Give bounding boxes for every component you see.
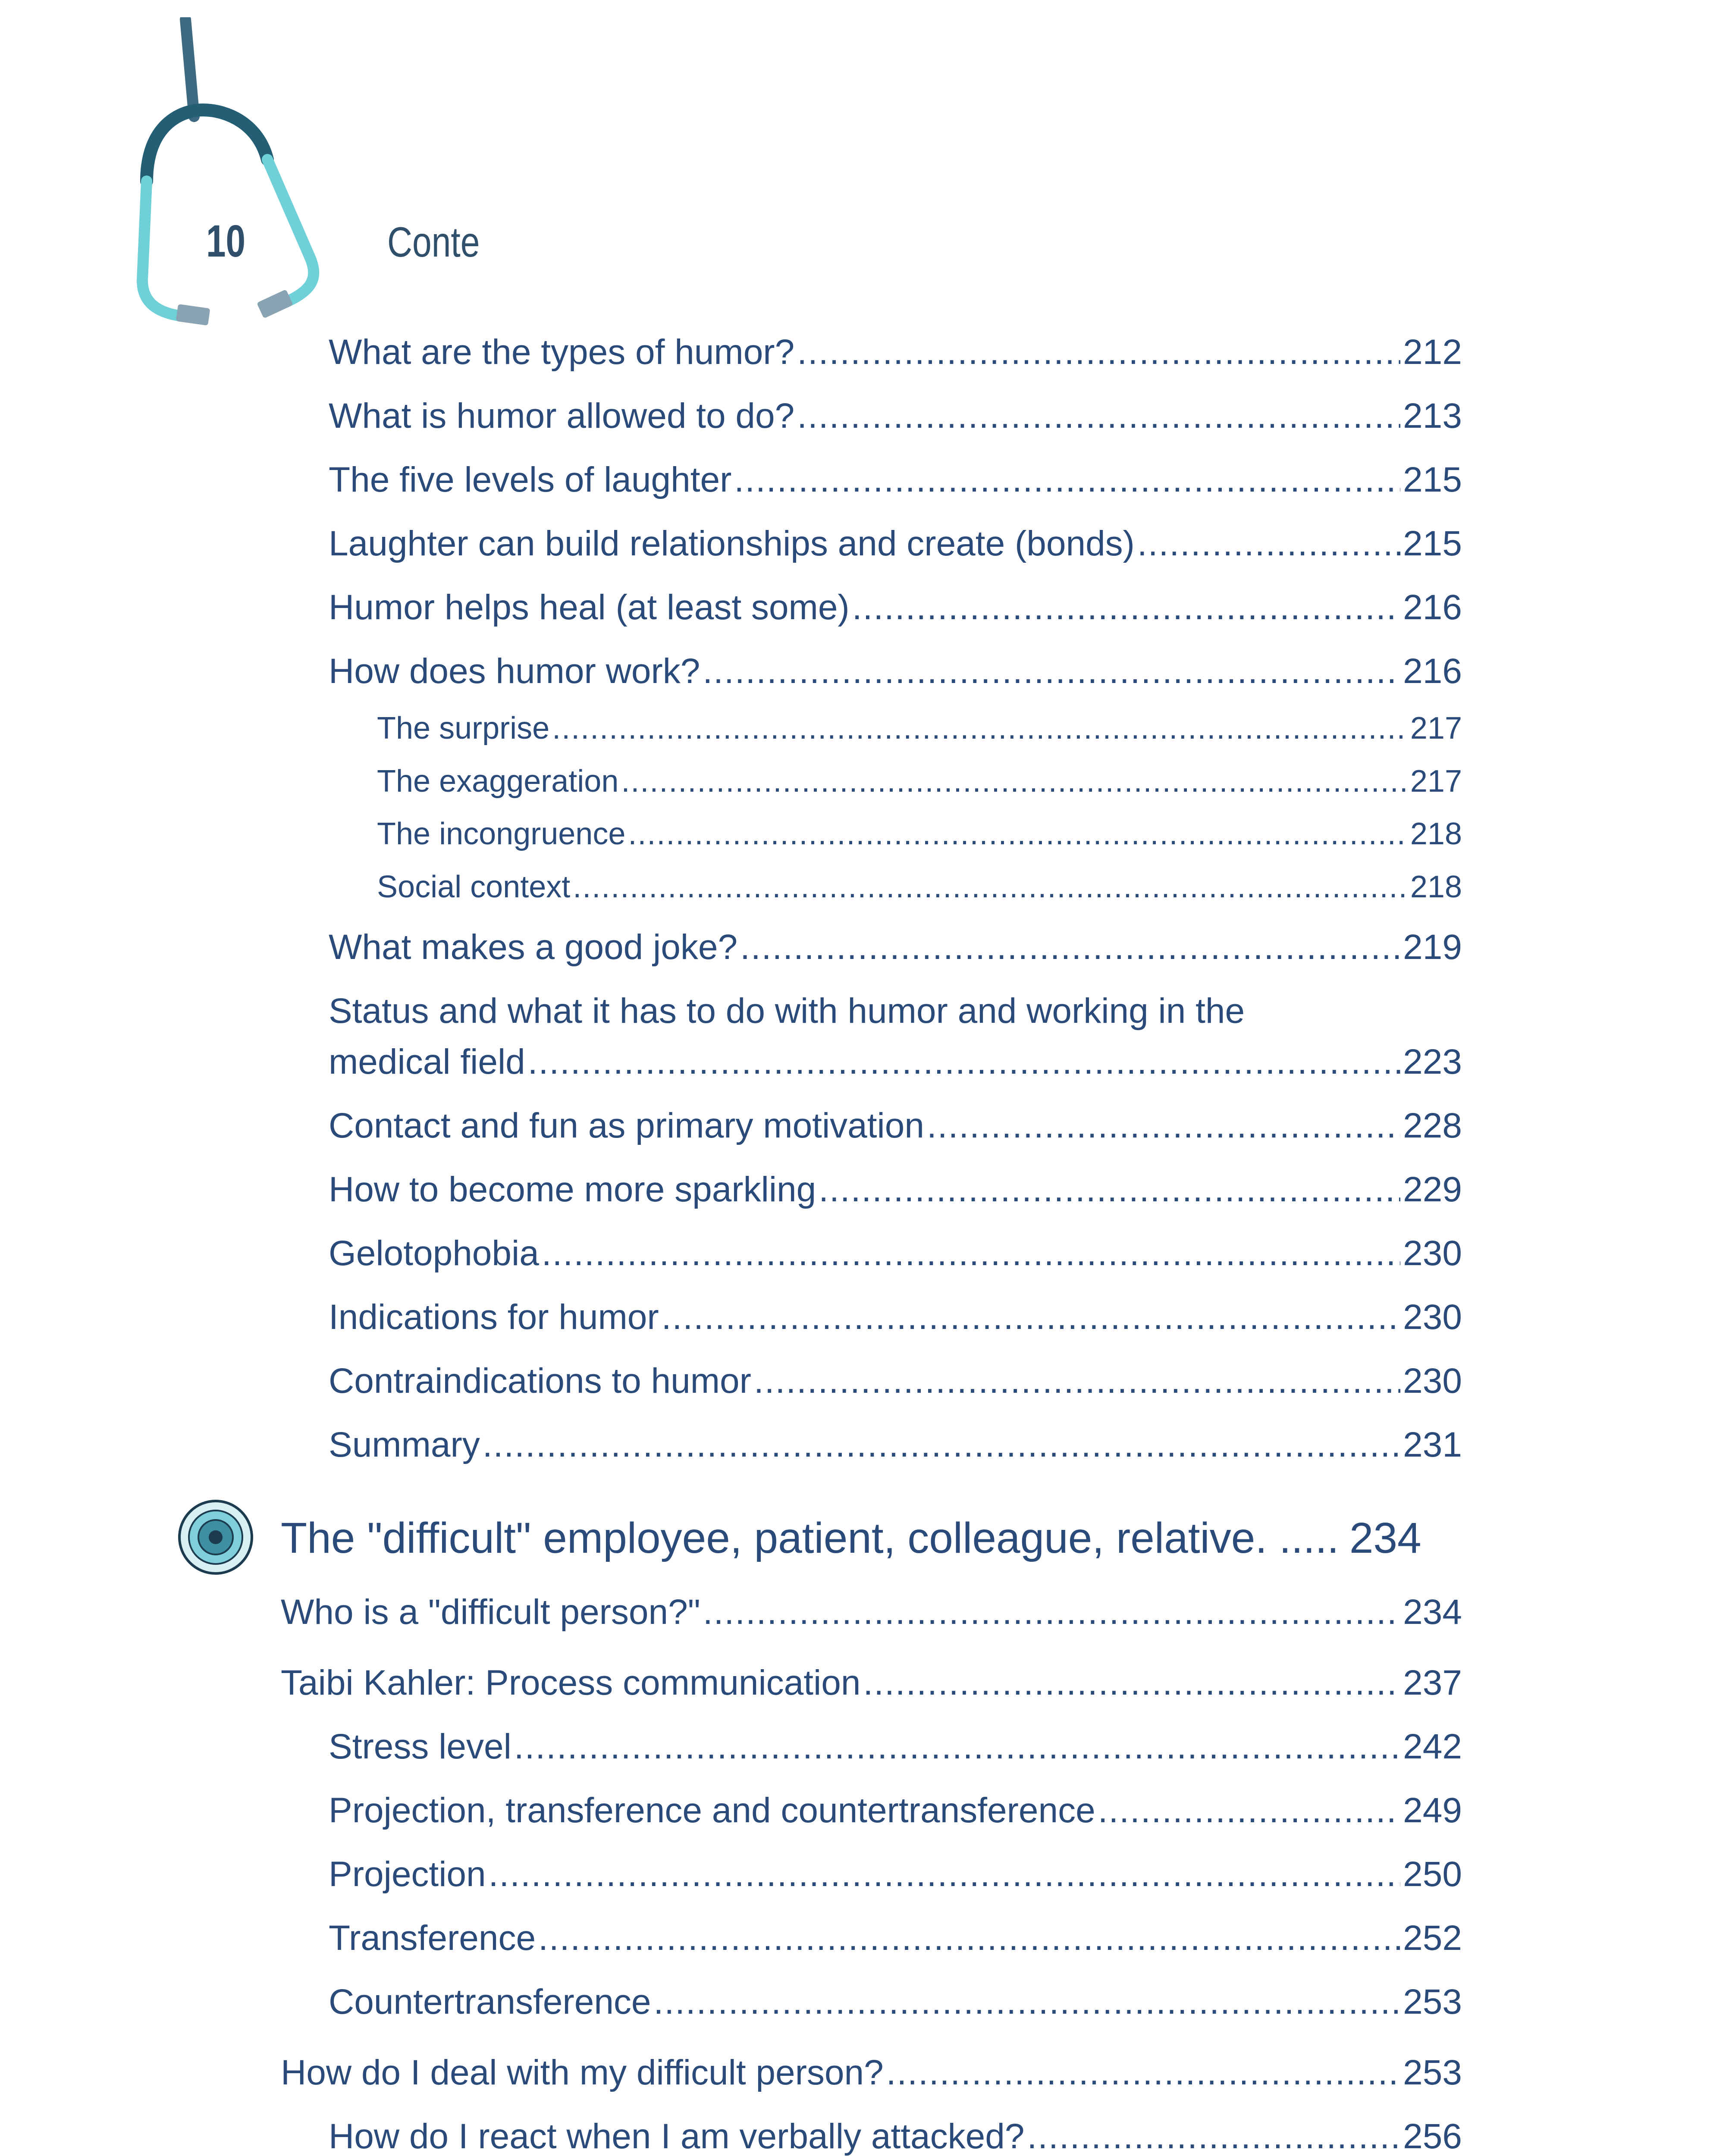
toc-entry[interactable] <box>329 1727 1462 1767</box>
dot-leader <box>1137 523 1400 564</box>
dot-leader <box>528 1042 1400 1082</box>
toc-entry[interactable] <box>329 1918 1462 1959</box>
toc-entry[interactable] <box>329 523 1462 564</box>
toc-entry-label: What are the types of humor? <box>329 332 795 372</box>
toc-entry-label: Laughter can build relationships and create (bonds) <box>329 524 1135 563</box>
toc-entry-page: 256 <box>1403 2117 1462 2156</box>
toc-entry-page: 228 <box>1403 1106 1462 1145</box>
dot-leader <box>514 1727 1400 1767</box>
dot-leader <box>654 1982 1401 2022</box>
toc-entry[interactable] <box>329 1854 1462 1895</box>
toc-entry-page: 218 <box>1410 870 1462 904</box>
toc-entry-label: Projection, transference and countertransference <box>329 1791 1095 1830</box>
toc-entry-page: 213 <box>1403 396 1462 436</box>
dot-leader <box>552 711 1408 746</box>
toc-entry-label: The surprise <box>377 711 550 746</box>
dot-leader <box>628 816 1407 852</box>
toc-entry-label: Gelotophobia <box>329 1234 539 1273</box>
toc-entry-label: The five levels of laughter <box>329 460 732 499</box>
toc-entry[interactable] <box>281 2053 1462 2093</box>
dot-leader <box>852 587 1400 628</box>
toc-entry-label: Countertransference <box>329 1982 651 2021</box>
dot-leader <box>703 651 1400 692</box>
dot-leader <box>542 1233 1400 1274</box>
toc-entry-page: 242 <box>1403 1727 1462 1766</box>
toc-entry-label: How does humor work? <box>329 652 700 691</box>
target-circle-icon <box>177 1498 254 1576</box>
toc-entry-page: 249 <box>1403 1791 1462 1830</box>
dot-leader <box>863 1663 1400 1703</box>
toc-entry[interactable] <box>329 1361 1462 1401</box>
toc-entry[interactable] <box>329 1233 1462 1274</box>
toc-entry-page: 252 <box>1403 1918 1462 1958</box>
toc-entry-page: 234 <box>1403 1592 1462 1632</box>
toc-entry[interactable] <box>281 1592 1462 1633</box>
running-head: Conte <box>387 218 480 266</box>
toc-entry-page: 229 <box>1403 1170 1462 1209</box>
toc-entry-label: Contraindications to humor <box>329 1361 751 1401</box>
toc-entry[interactable] <box>281 1663 1462 1703</box>
toc-entry-page: 215 <box>1403 524 1462 563</box>
toc-entry-label: Humor helps heal (at least some) <box>329 588 850 627</box>
toc-entry-page: 217 <box>1410 764 1462 799</box>
dot-leader <box>489 1854 1401 1895</box>
toc-entry-page: 217 <box>1410 711 1462 746</box>
toc-entry[interactable] <box>329 332 1462 373</box>
toc-entry-page: 219 <box>1403 928 1462 967</box>
dot-leader <box>1027 2116 1400 2156</box>
toc-subentry[interactable] <box>377 869 1462 905</box>
toc-entry[interactable] <box>329 460 1462 500</box>
toc-entry-label: The exaggeration <box>377 764 619 799</box>
toc-chapter-label: The "difficult" employee, patient, colleague, relative. ..... <box>281 1514 1339 1562</box>
toc-entry[interactable] <box>329 1297 1462 1338</box>
toc-entry-page: 230 <box>1403 1234 1462 1273</box>
toc-entry-label: Stress level <box>329 1727 511 1766</box>
toc-chapter-heading[interactable] <box>281 1514 1462 1563</box>
toc-entry-line1[interactable]: Status and what it has to do with humor and working in the <box>329 991 1245 1031</box>
toc-entry-label: Indications for humor <box>329 1297 659 1337</box>
toc-entry-page: 250 <box>1403 1855 1462 1894</box>
toc-entry-page: 223 <box>1403 1042 1462 1081</box>
toc-subentry[interactable] <box>377 764 1462 799</box>
toc-entry-page: 215 <box>1403 460 1462 499</box>
toc-entry-label: Social context <box>377 870 571 904</box>
toc-entry-label: How do I react when I am verbally attacked? <box>329 2117 1025 2156</box>
toc-entry-label: What is humor allowed to do? <box>329 396 795 436</box>
toc-entry[interactable] <box>329 1982 1462 2022</box>
toc-entry-page: 212 <box>1403 332 1462 372</box>
dot-leader <box>573 869 1408 905</box>
dot-leader <box>927 1106 1400 1146</box>
page-number: 10 <box>206 216 246 266</box>
toc-entry[interactable] <box>329 1169 1462 1210</box>
dot-leader <box>1098 1790 1400 1831</box>
toc-entry-page: 218 <box>1410 817 1462 851</box>
dot-leader <box>734 460 1400 500</box>
dot-leader <box>740 927 1400 968</box>
toc-entry-page: 216 <box>1403 652 1462 691</box>
dot-leader <box>483 1425 1400 1465</box>
toc-entry[interactable] <box>329 651 1462 692</box>
toc-entry-page: 230 <box>1403 1361 1462 1401</box>
toc-entry[interactable] <box>329 927 1462 968</box>
toc-entry-page: 253 <box>1403 2053 1462 2092</box>
toc-entry[interactable] <box>329 1425 1462 1465</box>
toc-entry-label: Taibi Kahler: Process communication <box>281 1663 861 1702</box>
toc-entry-label: The incongruence <box>377 817 626 851</box>
toc-entry-label: Projection <box>329 1855 486 1894</box>
toc-entry-page: 253 <box>1403 1982 1462 2021</box>
toc-entry-label: Contact and fun as primary motivation <box>329 1106 924 1145</box>
toc-entry-label: How to become more sparkling <box>329 1170 816 1209</box>
dot-leader <box>797 396 1400 436</box>
toc-entry-label: Who is a "difficult person?" <box>281 1592 700 1632</box>
toc-entry-page: 231 <box>1403 1425 1462 1464</box>
dot-leader <box>819 1169 1400 1210</box>
dot-leader <box>538 1918 1400 1959</box>
toc-entry[interactable] <box>329 2116 1462 2156</box>
stethoscope-icon <box>129 17 336 336</box>
toc-entry-page: 237 <box>1403 1663 1462 1702</box>
toc-chapter-page: 234 <box>1349 1514 1421 1562</box>
toc-entry[interactable] <box>329 1042 1462 1082</box>
toc-entry-label: How do I deal with my difficult person? <box>281 2053 884 2092</box>
dot-leader <box>886 2053 1400 2093</box>
dot-leader <box>797 332 1400 373</box>
toc-subentry[interactable] <box>377 711 1462 746</box>
dot-leader <box>662 1297 1400 1338</box>
toc-entry-page: 216 <box>1403 588 1462 627</box>
toc-entry-label: medical field <box>329 1042 525 1081</box>
dot-leader <box>703 1592 1400 1633</box>
toc-entry-label: Transference <box>329 1918 536 1958</box>
toc-entry-label: Summary <box>329 1425 480 1464</box>
toc-entry[interactable] <box>329 1790 1462 1831</box>
toc-entry-page: 230 <box>1403 1297 1462 1337</box>
toc-entry[interactable] <box>329 587 1462 628</box>
dot-leader <box>621 764 1407 799</box>
toc-entry[interactable] <box>329 1106 1462 1146</box>
dot-leader <box>754 1361 1400 1401</box>
toc-entry-label: What makes a good joke? <box>329 928 738 967</box>
toc-subentry[interactable] <box>377 816 1462 852</box>
toc-entry[interactable] <box>329 396 1462 436</box>
